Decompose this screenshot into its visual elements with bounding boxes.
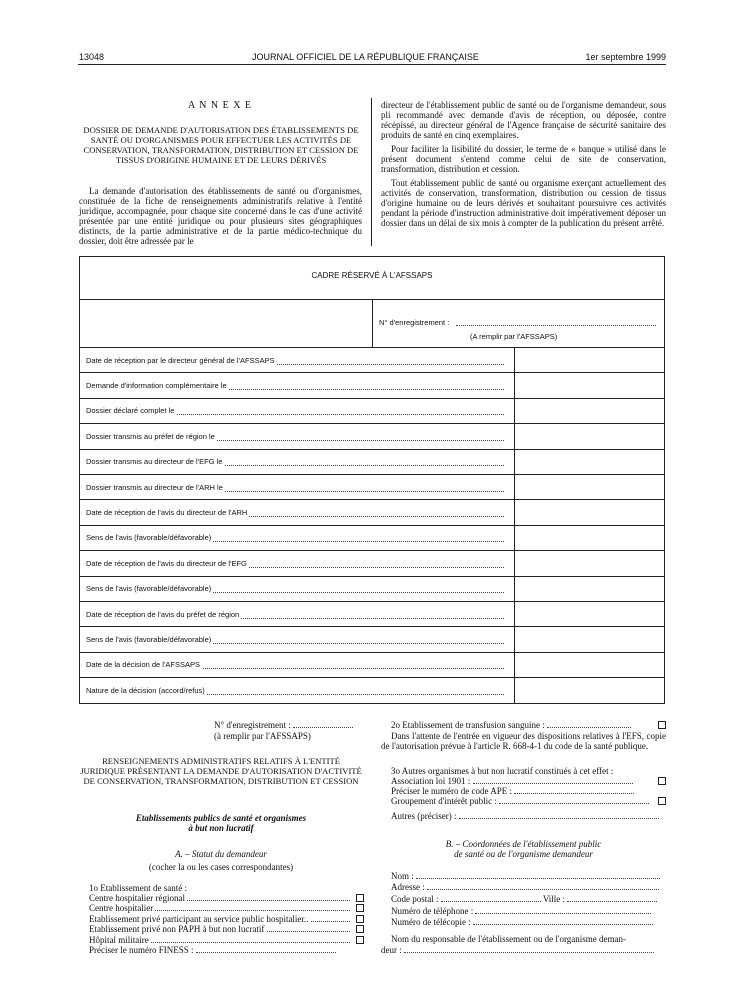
ville-label: Ville : xyxy=(542,894,566,904)
table-row-date-cell[interactable] xyxy=(515,653,664,677)
item3-title: 3o Autres organismes à but non lucratif constitués à cet effet : xyxy=(391,766,614,776)
right-paragraph-3: Tout établissement public de santé ou organisme exerçant actuellement des activités de conservation, transformation, distribution ou cession de tissus d'origine humaine ou de leurs dérivés et souhaitant poursuivre ces activités pendant la période d'instruction administrative doit impérativement déposer un dossier dans un délai de six mois à compter de la publication du présent arrêté. xyxy=(381,178,666,228)
item2-checkbox[interactable] xyxy=(658,721,666,729)
telecopie-input[interactable] xyxy=(473,917,653,925)
telecopie-row xyxy=(391,917,653,928)
adresse-label: Adresse : xyxy=(391,882,425,892)
journal-title: JOURNAL OFFICIEL DE LA RÉPUBLIQUE FRANÇAISE xyxy=(252,52,479,62)
table-row-label: Date de réception de l'avis du directeur de l'EFG xyxy=(86,558,247,568)
gip-leader xyxy=(499,796,649,804)
annexe-title: A N N E X E xyxy=(187,100,253,111)
item2-note xyxy=(381,731,666,751)
item1-option-label: Centre hospitalier régional xyxy=(89,893,185,903)
lower-registration xyxy=(214,720,353,731)
table-row-label: Dossier transmis au directeur de l'EFG le xyxy=(86,457,223,467)
page-number: 13048 xyxy=(79,52,105,62)
table-row-label: Dossier transmis au directeur de l'ARH le xyxy=(86,482,223,492)
item1-option-checkbox[interactable] xyxy=(356,904,364,912)
finess-input[interactable] xyxy=(196,945,336,953)
admin-heading: RENSEIGNEMENTS ADMINISTRATIFS RELATIFS À L'ENTITÉ JURIDIQUE PRÉSENTANT LA DEMANDE D'AUTORISATION D'ACTIVITÉ DE CONSERVATION, TRANSFORMATION, DISTRIBUTION ET CESSION xyxy=(80,756,362,786)
item2-row xyxy=(391,720,666,731)
ville-input[interactable] xyxy=(567,894,657,902)
telecopie-label: Numéro de télécopie : xyxy=(391,917,471,927)
establishments-heading-line-1: Etablissements publics de santé et organismes xyxy=(135,813,307,823)
table-row-date-cell[interactable] xyxy=(515,399,664,423)
table-row xyxy=(80,474,664,499)
assoc-leader xyxy=(473,776,633,784)
table-row xyxy=(80,576,664,601)
table-row xyxy=(80,677,664,702)
left-intro xyxy=(79,186,362,250)
table-row xyxy=(80,626,664,651)
gip-label: Groupement d'intérêt public : xyxy=(391,796,497,806)
item1-option-checkbox[interactable] xyxy=(356,936,364,944)
table-row-date-cell[interactable] xyxy=(515,450,664,474)
assoc-label: Association loi 1901 : xyxy=(391,776,471,786)
table-row-date-cell[interactable] xyxy=(515,577,664,601)
ape-row xyxy=(391,786,634,797)
table-row xyxy=(80,550,664,575)
table-row-date-cell[interactable] xyxy=(515,551,664,575)
item1-option-row xyxy=(89,914,364,924)
table-vertical-divider xyxy=(372,299,373,347)
finess-label: Préciser le numéro FINESS : xyxy=(89,945,194,955)
table-row-date-cell[interactable] xyxy=(515,373,664,397)
table-row-date-cell[interactable] xyxy=(515,678,664,702)
item1-option-row xyxy=(89,903,364,913)
table-row-date-cell[interactable] xyxy=(515,602,664,626)
assoc-row xyxy=(391,776,666,787)
item1-option-label: Centre hospitalier xyxy=(89,903,154,914)
table-row-label: Date de réception de l'avis du directeur de l'ARH xyxy=(86,508,248,518)
autres-label: Autres (préciser) : xyxy=(391,811,457,821)
adresse-row xyxy=(391,882,659,893)
gip-checkbox[interactable] xyxy=(658,797,666,805)
item2-leader xyxy=(547,720,631,728)
table-row xyxy=(80,347,664,372)
right-paragraph-1: directeur de l'établissement public de santé ou de l'organisme demandeur, sous pli recommandé avec demande d'avis de réception, ou déposée, contre récépissé, au directeur général de l'Agence française de sécurité sanitaire des produits de santé en cinq exemplaires. xyxy=(381,100,666,140)
date-column-divider xyxy=(514,347,515,703)
item1-option-label: Hôpital militaire xyxy=(89,934,149,945)
registration-note: (A remplir par l'AFSSAPS) xyxy=(470,332,558,341)
item1-title: 1o Etablissement de santé : xyxy=(89,883,187,893)
table-row-label: Demande d'information complémentaire le xyxy=(86,381,227,391)
table-row-label: Date de réception par le directeur général de l'AFSSAPS xyxy=(86,355,275,365)
table-row-label: Sens de l'avis (favorable/défavorable) xyxy=(86,533,212,543)
registration-label: N° d'enregistrement : xyxy=(379,318,450,327)
publication-date: 1er septembre 1999 xyxy=(585,52,666,62)
lower-registration-note: (à remplir par l'AFSSAPS) xyxy=(214,731,311,741)
table-row xyxy=(80,499,664,524)
item1-option-checkbox[interactable] xyxy=(356,915,364,923)
table-row xyxy=(80,398,664,423)
item1-option-label: Etablissement privé non PAPH à but non lucratif xyxy=(89,924,265,935)
telephone-input[interactable] xyxy=(475,906,651,914)
table-row-label: Date de la décision de l'AFSSAPS xyxy=(86,660,200,670)
table-row-label: Date de réception de l'avis du préfet de région xyxy=(86,609,240,619)
table-row-label: Dossier transmis au préfet de région le xyxy=(86,431,215,441)
gip-row xyxy=(391,796,666,807)
table-row xyxy=(80,525,664,550)
item1-option-label: Etablissement privé participant au service public hospitalier.. xyxy=(89,913,309,924)
left-intro-paragraph: La demande d'autorisation des établissements de santé ou d'organismes, constituée de la fiche de renseignements administratifs relative à l'entité juridique, accompagnée, pour chaque site concerné dans le cas d'une activité présentée par une entité juridique ou pour plusieurs sites géographiques distincts, de la partie administrative et de la partie médico-technique du dossier, doit être adressée par le xyxy=(79,186,362,246)
adresse-input[interactable] xyxy=(427,882,659,890)
nom-label: Nom : xyxy=(391,871,414,881)
item1-option-row xyxy=(89,893,364,903)
establishments-heading-line-2: à but non lucratif xyxy=(188,823,254,833)
lower-registration-label: N° d'enregistrement : xyxy=(214,720,291,730)
table-row-date-cell[interactable] xyxy=(515,500,664,524)
responsable-line-2 xyxy=(381,945,654,956)
table-row xyxy=(80,601,664,626)
code-postal-input[interactable] xyxy=(441,894,541,902)
header-rule xyxy=(78,64,666,65)
table-row-date-cell[interactable] xyxy=(515,526,664,550)
table-row-date-cell[interactable] xyxy=(515,475,664,499)
cp-ville-row xyxy=(391,894,657,905)
table-row xyxy=(80,372,664,397)
nom-input[interactable] xyxy=(416,871,660,879)
responsable-line-1: Nom du responsable de l'établissement ou de l'organisme deman- xyxy=(391,934,627,944)
autres-row xyxy=(391,811,659,822)
table-row-label: Sens de l'avis (favorable/défavorable) xyxy=(86,635,212,645)
table-title: CADRE RÉSERVÉ À L'AFSSAPS xyxy=(311,271,433,280)
item1-option-checkbox[interactable] xyxy=(356,894,364,902)
table-row-date-cell[interactable] xyxy=(515,348,664,372)
registration-input[interactable] xyxy=(456,325,656,326)
lower-registration-input[interactable] xyxy=(293,720,353,728)
item1-option-row xyxy=(89,935,364,945)
table-row-label: Dossier déclaré complet le xyxy=(86,406,175,416)
responsable-label: deur : xyxy=(381,945,402,955)
afssaps-form-table xyxy=(79,256,665,704)
autres-input[interactable] xyxy=(459,811,659,819)
table-row-label: Nature de la décision (accord/refus) xyxy=(86,685,205,695)
ape-input[interactable] xyxy=(514,786,634,794)
item1-option-checkbox[interactable] xyxy=(356,925,364,933)
table-row xyxy=(80,652,664,677)
code-postal-label: Code postal : xyxy=(391,894,439,904)
right-intro xyxy=(381,100,666,232)
nom-row xyxy=(391,871,660,882)
table-row-date-cell[interactable] xyxy=(515,424,664,448)
finess-row xyxy=(89,945,336,956)
column-divider xyxy=(371,98,372,246)
table-row xyxy=(80,449,664,474)
table-row xyxy=(80,423,664,448)
telephone-label: Numéro de téléphone : xyxy=(391,906,474,916)
section-a-title: A. – Statut du demandeur xyxy=(175,849,267,859)
right-paragraph-2: Pour faciliter la lisibilité du dossier, le terme de « banque » utilisé dans le présent document s'entend comme celui de site de conservation, transformation, distribution et cession. xyxy=(381,144,666,174)
table-row-date-cell[interactable] xyxy=(515,627,664,651)
responsable-input[interactable] xyxy=(404,945,654,953)
section-b-title-1: B. – Coordonnées de l'établissement public xyxy=(445,839,602,849)
item1-options xyxy=(89,893,364,945)
item2-note-text: Dans l'attente de l'entrée en vigueur des dispositions relatives à l'EFS, copie de l'autorisation prévue à l'article R. 668-4-1 du code de la santé publique. xyxy=(381,731,666,751)
telephone-row xyxy=(391,906,651,917)
item1-option-row xyxy=(89,924,364,934)
item2-title: 2o Etablissement de transfusion sanguine : xyxy=(391,720,545,730)
assoc-checkbox[interactable] xyxy=(658,777,666,785)
table-row-label: Sens de l'avis (favorable/défavorable) xyxy=(86,584,212,594)
section-a-note: (cocher la ou les cases correspondantes) xyxy=(148,862,294,872)
section-b-title-2: de santé ou de l'organisme demandeur xyxy=(454,849,593,859)
ape-label: Préciser le numéro de code APE : xyxy=(391,786,512,796)
establishments-heading xyxy=(79,813,363,833)
annexe-subtitle: DOSSIER DE DEMANDE D'AUTORISATION DES ÉTABLISSEMENTS DE SANTÉ OU D'ORGANISMES POUR EFFECTUER LES ACTIVITÉS DE CONSERVATION, TRANSFORMATION, DISTRIBUTION ET CESSION DE TISSUS D'ORIGINE HUMAINE ET DE LEURS DÉRIVÉS xyxy=(83,125,359,165)
